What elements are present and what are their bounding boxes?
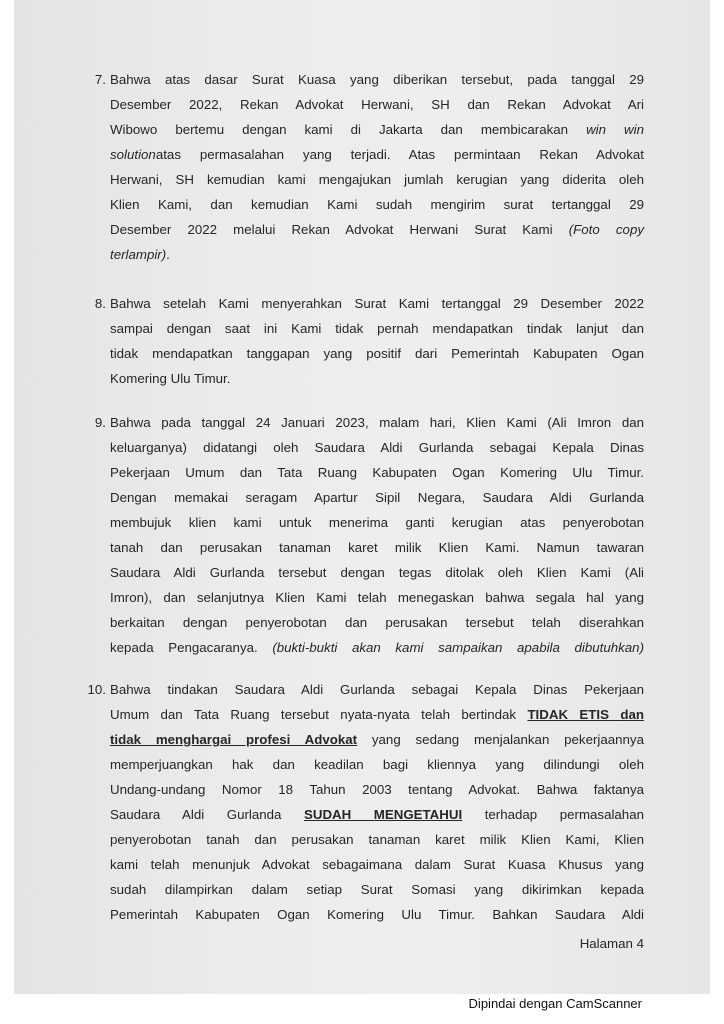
text-line: tanah dan perusakan tanaman karet milik Klien Kami. Namun tawaran: [110, 540, 644, 555]
text-line: penyerobotan tanah dan perusakan tanaman karet milik Klien Kami, Klien: [110, 832, 644, 847]
text-line: Bahwa tindakan Saudara Aldi Gurlanda sebagai Kepala Dinas Pekerjaan: [110, 682, 644, 697]
list-item-10: [87, 677, 644, 927]
scanned-page: [14, 0, 710, 994]
text-line: memperjuangkan hak dan keadilan bagi kliennya yang dilindungi oleh: [110, 757, 644, 772]
text-line: membujuk klien kami untuk menerima ganti kerugian atas penyerobotan: [110, 515, 644, 530]
text-line: Saudara Aldi Gurlanda SUDAH MENGETAHUI terhadap permasalahan: [110, 807, 644, 822]
text-line: Herwani, SH kemudian kami mengajukan jumlah kerugian yang diderita oleh: [110, 172, 644, 187]
text-line: sudah dilampirkan dalam setiap Surat Somasi yang dikirimkan kepada: [110, 882, 644, 897]
text-line: Undang-undang Nomor 18 Tahun 2003 tentang Advokat. Bahwa faktanya: [110, 782, 644, 797]
item-number: 8.: [94, 296, 106, 311]
list-item-7: [94, 67, 644, 267]
text-line: Pemerintah Kabupaten Ogan Komering Ulu Timur. Bahkan Saudara Aldi: [110, 907, 644, 922]
text-line: Bahwa setelah Kami menyerahkan Surat Kami tertanggal 29 Desember 2022: [110, 296, 644, 311]
text-line: Imron), dan selanjutnya Klien Kami telah menegaskan bahwa segala hal yang: [110, 590, 644, 605]
text-line: Desember 2022, Rekan Advokat Herwani, SH dan Rekan Advokat Ari: [110, 97, 644, 112]
list-item-8: [94, 291, 644, 391]
text-line: Bahwa pada tanggal 24 Januari 2023, malam hari, Klien Kami (Ali Imron dan: [110, 415, 644, 430]
text-line: Umum dan Tata Ruang tersebut nyata-nyata telah bertindak TIDAK ETIS dan: [110, 707, 644, 722]
text-line: Saudara Aldi Gurlanda tersebut dengan tegas ditolak oleh Klien Kami (Ali: [110, 565, 644, 580]
text-line: Desember 2022 melalui Rekan Advokat Herwani Surat Kami (Foto copy: [110, 222, 644, 237]
text-line: tidak menghargai profesi Advokat yang sedang menjalankan pekerjaannya: [110, 732, 644, 747]
list-item-9: [94, 410, 644, 660]
item-number: 9.: [94, 415, 106, 430]
text-line: tidak mendapatkan tanggapan yang positif dari Pemerintah Kabupaten Ogan: [110, 346, 644, 361]
text-line: kami telah menunjuk Advokat sebagaimana dalam Surat Kuasa Khusus yang: [110, 857, 644, 872]
text-line: solutionatas permasalahan yang terjadi. Atas permintaan Rekan Advokat: [110, 147, 644, 162]
item-number: 7.: [94, 72, 106, 87]
text-line: keluarganya) didatangi oleh Saudara Aldi Gurlanda sebagai Kepala Dinas: [110, 440, 644, 455]
text-line: Komering Ulu Timur.: [110, 371, 231, 386]
text-line: sampai dengan saat ini Kami tidak pernah mendapatkan tindak lanjut dan: [110, 321, 644, 336]
text-line: Bahwa atas dasar Surat Kuasa yang diberikan tersebut, pada tanggal 29: [110, 72, 644, 87]
text-line: Klien Kami, dan kemudian Kami sudah mengirim surat tertanggal 29: [110, 197, 644, 212]
item-number: 10.: [87, 682, 106, 697]
scanner-watermark: Dipindai dengan CamScanner: [468, 996, 642, 1011]
emphasis-underlined: SUDAH MENGETAHUI: [303, 807, 463, 822]
text-line: kepada Pengacaranya. (bukti-bukti akan kami sampaikan apabila dibutuhkan): [110, 640, 644, 655]
text-line: terlampir).: [110, 247, 170, 262]
text-line: berkaitan dengan penyerobotan dan perusakan tersebut telah diserahkan: [110, 615, 644, 630]
text-line: Pekerjaan Umum dan Tata Ruang Kabupaten Ogan Komering Ulu Timur.: [110, 465, 644, 480]
page-number: Halaman 4: [579, 936, 644, 951]
text-line: Wibowo bertemu dengan kami di Jakarta dan membicarakan win win: [110, 122, 644, 137]
text-line: Dengan memakai seragam Apartur Sipil Negara, Saudara Aldi Gurlanda: [110, 490, 644, 505]
emphasis-underlined: tidak menghargai profesi Advokat: [110, 732, 358, 747]
emphasis-underlined: TIDAK ETIS dan: [527, 707, 644, 722]
